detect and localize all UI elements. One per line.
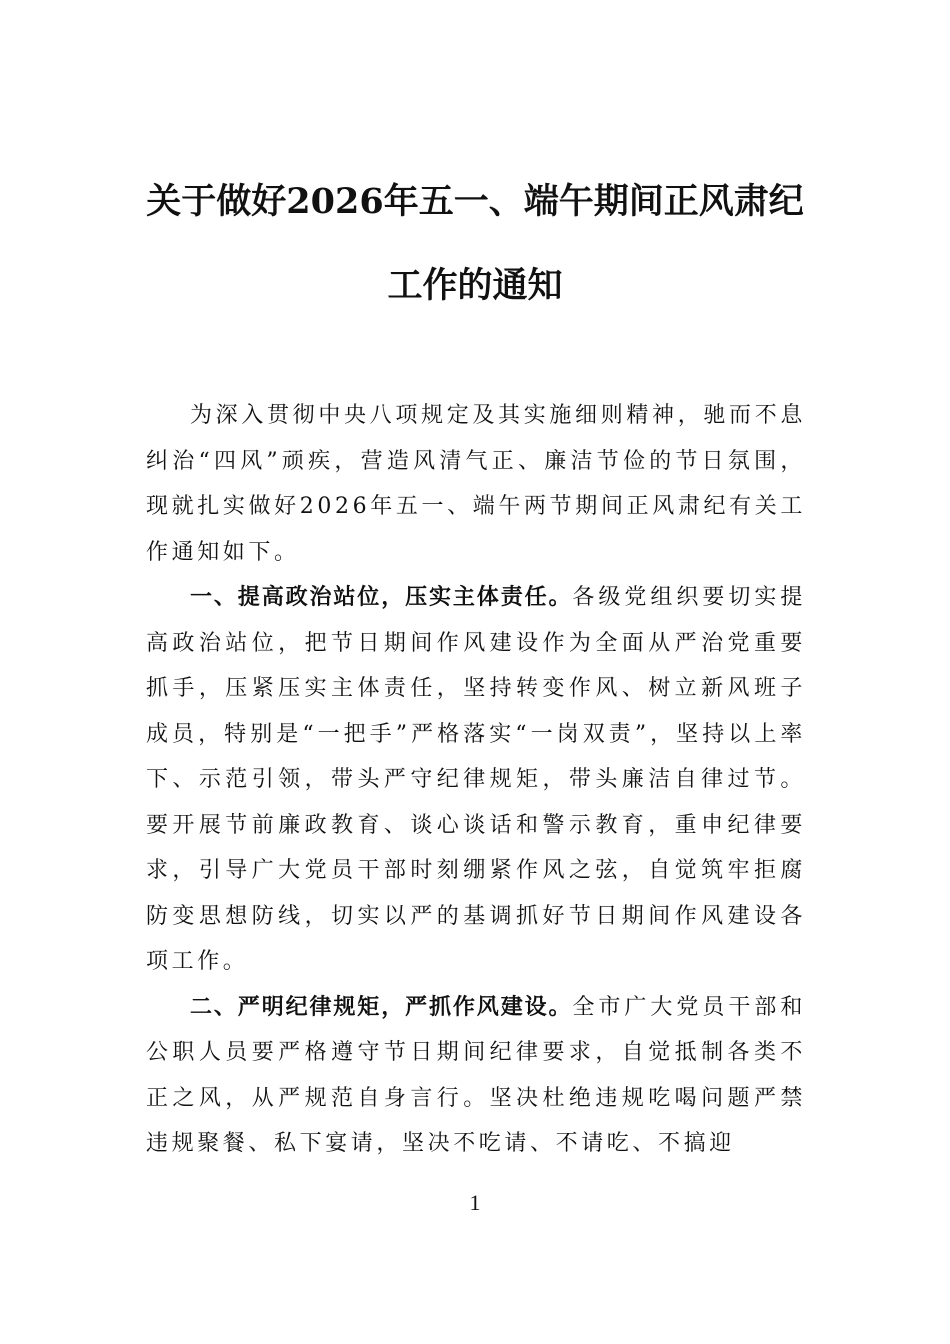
section-1-paragraph <box>146 575 806 985</box>
section-1-heading: 一、提高政治站位，压实主体责任。 <box>190 584 573 610</box>
section-1-text: 各级党组织要切实提高政治站位，把节日期间作风建设作为全面从严治党重要抓手，压紧压实主体责任，坚持转变作风、树立新风班子成员，特别是“一把手”严格落实“一岗双责”，坚持以上率下、示范引领，带头严守纪律规矩，带头廉洁自律过节。要开展节前廉政教育、谈心谈话和警示教育，重申纪律要求，引导广大党员干部时刻绷紧作风之弦，自觉筑牢拒腐防变思想防线，切实以严的基调抓好节日期间作风建设各项工作。 <box>146 585 806 974</box>
section-2-text: 全市广大党员干部和公职人员要严格遵守节日期间纪律要求，自觉抵制各类不正之风，从严规范自身言行。坚决杜绝违规吃喝问题严禁违规聚餐、私下宴请，坚决不吃请、不请吃、不搞迎 <box>146 994 806 1156</box>
section-2-heading: 二、严明纪律规矩，严抓作风建设。 <box>190 993 573 1020</box>
title-line-1: 关于做好2026年五一、端午期间正风肃纪 <box>146 181 804 222</box>
intro-paragraph <box>146 393 806 575</box>
page-number: 1 <box>469 1190 481 1215</box>
document-body <box>146 393 806 1167</box>
title-line-2: 工作的通知 <box>387 265 563 306</box>
intro-text: 为深入贯彻中央八项规定及其实施细则精神，驰而不息纠治“四风”顽疾，营造风清气正、廉洁节俭的节日氛围，现就扎实做好2026年五一、端午两节期间正风肃纪有关工作通知如下。 <box>146 403 806 565</box>
section-2-paragraph <box>146 985 806 1167</box>
document-title <box>120 160 830 328</box>
